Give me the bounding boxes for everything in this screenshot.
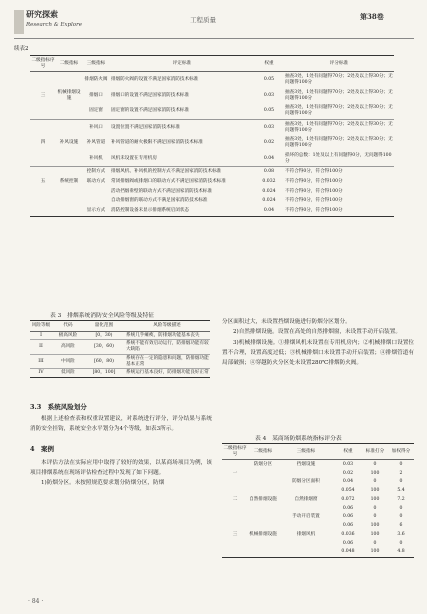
table-cell: 0.04 <box>263 155 275 161</box>
table-row <box>30 72 394 88</box>
table-cell <box>30 72 56 88</box>
col-header: 评定标准 <box>110 56 254 72</box>
journal-title: 研究探索 <box>26 9 58 19</box>
table-cell: 机械排烟设施 <box>249 531 277 537</box>
paragraph: 1)防烟分区。未按照规范要求划分防烟分区，防烟 <box>41 480 165 487</box>
table-cell: 抽查3处，1处有问题得70分；2处及以上得30分；无问题得100分 <box>285 137 393 149</box>
table-cell: 排烟防火阀 <box>84 77 108 83</box>
table-cell <box>278 469 334 478</box>
table-cell: 0.06 <box>342 540 354 546</box>
table-row <box>30 354 210 368</box>
table-cell: 0.06 <box>342 523 354 529</box>
table-cell: 0.05 <box>263 108 275 114</box>
table-cell: 一 <box>232 470 238 476</box>
table-row <box>30 167 394 177</box>
table-cell <box>82 196 110 206</box>
journal-subtitle: Research & Explore <box>26 22 82 28</box>
table-cell: 排烟口 <box>89 92 103 98</box>
col-header: 权重 <box>254 56 284 72</box>
table-cell: [30，60) <box>84 340 124 354</box>
table-cell: 抽查3处，1处有问题得70分；2处及以上得30分；无问题得100分 <box>285 105 393 117</box>
table-row <box>222 530 414 539</box>
table-cell: 0.048 <box>334 548 362 557</box>
table-cell: 中风险 <box>52 354 84 368</box>
table-cell: 不符合得0分，符合得100分 <box>285 188 343 194</box>
paragraph: 本评估方法在实际应用中取得了较好的效果，以某商场项目为例，该项目排烟系统在现场评估检查过程中发现了如下问题。 <box>30 459 212 477</box>
table-cell: 0.03 <box>342 461 354 467</box>
table-cell: 机械排烟设施 <box>57 89 81 101</box>
table-cell: 排烟风机、补风机的控制方式不满足国家消防技术标准 <box>110 167 254 177</box>
table-row <box>30 340 210 354</box>
table-cell: 4.8 <box>388 548 414 557</box>
table-row <box>222 513 414 522</box>
table-cell <box>56 196 82 206</box>
table-cell: 挡烟设施 <box>296 461 316 467</box>
table-cell: 系统不能有效启动运行，防排烟功能有较大缺陷 <box>124 340 210 354</box>
col-header: 风险等级 <box>30 321 52 332</box>
table-cell <box>56 72 82 88</box>
table-cell <box>56 206 82 216</box>
table-cell: 0 <box>373 461 377 467</box>
table-cell: 0.08 <box>254 167 284 177</box>
table-cell: 0.05 <box>263 77 275 83</box>
table-row <box>222 487 414 496</box>
table-cell <box>248 487 278 496</box>
table-cell: 0.024 <box>262 198 276 204</box>
table-cell: 固定窗的设置不满足国家消防技术标准 <box>111 108 190 114</box>
table-row <box>222 469 414 478</box>
table-row <box>30 206 394 216</box>
case-score-table <box>222 443 414 558</box>
table-cell <box>222 460 248 469</box>
table-row <box>222 460 414 469</box>
table-cell <box>248 522 278 531</box>
table-row <box>30 151 394 167</box>
table-cell <box>56 187 82 197</box>
table-cell: 联动方式 <box>86 179 106 185</box>
table-cell <box>248 513 278 522</box>
table-cell: 抽查3处，1处有问题得70分；2处及以上得30分；无问题得100分 <box>285 74 393 86</box>
journal-logo-mark <box>14 10 24 34</box>
table-cell <box>30 196 56 206</box>
left-column <box>30 402 212 489</box>
table3-caption: 表 3 排烟系统消防安全风险等级及特征 <box>50 313 155 319</box>
table-cell: III <box>30 354 52 368</box>
header-rule <box>14 38 414 39</box>
table-cell: 排烟风机 <box>296 531 316 537</box>
evaluation-table <box>30 55 394 217</box>
table-cell: 0.072 <box>341 496 355 502</box>
table-cell: 0.03 <box>254 119 284 135</box>
table-cell <box>248 539 278 548</box>
table-cell: 控制方式 <box>82 167 110 177</box>
table-cell: IV <box>30 369 52 378</box>
table-cell <box>248 504 278 513</box>
table-cell <box>30 151 56 167</box>
table-cell: 0.024 <box>262 188 276 194</box>
table-cell <box>30 119 56 135</box>
table-cell: 自然排烟窗 <box>294 496 318 502</box>
table-cell <box>56 151 82 167</box>
table-cell: 风机未设置在专用机房 <box>111 155 157 161</box>
table-continued-label: 续表2 <box>14 46 29 52</box>
col-header: 风险等级描述 <box>124 321 210 332</box>
table-cell: 不符合得0分，符合得100分 <box>284 206 394 216</box>
table-cell: 活动挡烟垂壁的联动方式不满足国家消防技术标准 <box>111 188 213 194</box>
page-number: · 84 · <box>28 598 44 605</box>
table-cell: [60，80) <box>84 354 124 368</box>
table-cell: 2 <box>399 470 403 476</box>
table-cell: 0.036 <box>341 531 355 537</box>
col-header: 量化范围 <box>84 321 124 332</box>
section-heading: 3.3 系统风险划分 <box>30 403 87 411</box>
paragraph: 3)机械排烟设施。①排烟风机未设置在专用机房内；②机械排烟口设置位置不合理，设置高度过低；③机械排烟口未设置手动开启装置；④排烟管道有局部破损；④穿越防火分区处未设置280℃排烟防火阀。 <box>222 339 414 367</box>
table-row <box>222 504 414 513</box>
table-cell: 100 <box>370 470 380 476</box>
table-cell: 系统存在一定的隐患和问题，防排烟功能基本正常 <box>124 354 210 368</box>
paragraph: 根据上述检查表和权重设置建议，对系统进行评分，评分结果与系统消防安全挂钩，系统安全水平划分为4个等级，如表3所示。 <box>30 416 212 433</box>
table-cell: 100 <box>370 531 380 537</box>
table-cell: 排烟防火阀的设置不满足国家消防技术标准 <box>111 77 199 83</box>
table-cell: 0 <box>373 514 377 520</box>
col-header: 代码 <box>52 321 84 332</box>
table-cell <box>222 513 248 522</box>
table-cell: 三 <box>232 531 238 537</box>
table-cell: 100 <box>370 523 380 529</box>
table-cell: 损坏的总数：1处及以上有问题得0分，无问题得100分 <box>285 152 392 164</box>
table-cell: 0.06 <box>342 505 354 511</box>
table-cell: 0.032 <box>262 179 276 185</box>
table-cell: 0 <box>399 505 403 511</box>
table-cell: 0 <box>373 540 377 546</box>
table-row <box>30 119 394 135</box>
col-header: 二级指标序号 <box>222 444 248 460</box>
table-cell: 自动排烟窗的联动方式不满足国家消防技术标准 <box>111 198 208 204</box>
table-cell <box>278 487 334 496</box>
table-cell: 0 <box>399 540 403 546</box>
table-cell: 5.4 <box>397 488 405 494</box>
table-cell <box>30 103 56 119</box>
table-cell: 防烟分区 <box>253 461 273 467</box>
table-cell <box>248 469 278 478</box>
table-row <box>222 478 414 487</box>
table-cell: 补风口 <box>82 119 110 135</box>
table-row <box>30 103 394 119</box>
table-cell: 100 <box>370 488 380 494</box>
table-cell: 0 <box>399 479 403 485</box>
table-row <box>30 369 210 378</box>
col-header: 三级指标 <box>82 56 110 72</box>
table-cell: [0，30) <box>84 331 124 340</box>
table-cell <box>56 103 82 119</box>
table-cell: 三 <box>40 92 46 98</box>
table-cell <box>56 167 82 177</box>
table-cell: 设置位置不满足国家消防技术标准 <box>110 119 254 135</box>
table-cell: 6 <box>399 523 403 529</box>
col-header: 加权得分 <box>388 444 414 460</box>
table-cell: 补风设施 <box>59 140 79 146</box>
table-cell: 0.054 <box>341 488 355 494</box>
table-cell: 二 <box>232 496 238 502</box>
risk-level-table <box>30 320 210 378</box>
table-row <box>222 539 414 548</box>
table-cell <box>56 119 82 135</box>
table-cell <box>278 548 334 557</box>
volume-label: 第38卷 <box>360 12 384 21</box>
table-row <box>30 331 210 340</box>
paragraph: 分区面积过大，未设置挡烟设施进行防烟分区划分。 <box>222 319 351 325</box>
table-cell: 极高风险 <box>52 331 84 340</box>
table-row <box>30 187 394 197</box>
table-cell: 100 <box>370 496 380 502</box>
table-cell <box>30 187 56 197</box>
table-cell: [80，100] <box>84 369 124 378</box>
table-cell: 0.06 <box>342 514 354 520</box>
table-cell: 0.02 <box>263 140 275 146</box>
table-header-row <box>222 444 414 460</box>
table-cell: 0 <box>373 479 377 485</box>
table-cell <box>222 487 248 496</box>
table-cell: 补风管道的耐火极限不满足国家消防技术标准 <box>111 140 203 146</box>
table-cell: 0 <box>373 505 377 511</box>
col-header: 三级指标 <box>278 444 334 460</box>
table-row <box>30 88 394 103</box>
table-cell: 0.04 <box>254 206 284 216</box>
table4-caption: 表 4 某商场防烟系统指标评分表 <box>255 436 342 442</box>
section-heading: 4 案例 <box>30 444 55 453</box>
table-cell: 显示方式 <box>82 206 110 216</box>
table-cell: 0 <box>399 514 403 520</box>
table-cell <box>222 548 248 557</box>
table-cell <box>278 539 334 548</box>
table-cell <box>30 167 56 177</box>
paragraph: 2)自然排烟设施。设置在高处的自然排烟窗，未设置手动开启装置。 <box>233 329 401 336</box>
table-cell: 补风管道 <box>86 140 106 146</box>
table-cell <box>222 522 248 531</box>
table-cell: 系统几乎瘫痪，防排烟功能基本丧失 <box>124 331 210 340</box>
table-row <box>30 135 394 150</box>
col-header: 二级指标 <box>248 444 278 460</box>
table-cell: 3.6 <box>397 531 405 537</box>
table-cell: I <box>30 331 52 340</box>
table-cell: 高风险 <box>52 340 84 354</box>
table-cell <box>278 504 334 513</box>
table-row <box>30 196 394 206</box>
table-cell: 手动开启装置 <box>292 514 320 520</box>
table-cell: 自然排烟设施 <box>249 496 277 502</box>
table-cell: 不符合得0分，符合得100分 <box>284 167 394 177</box>
section-name: 工程质量 <box>190 16 216 24</box>
table-cell <box>222 478 248 487</box>
col-header: 评分标准 <box>284 56 394 72</box>
table-cell: 四 <box>40 140 46 146</box>
table-cell <box>222 539 248 548</box>
table-cell: 0.04 <box>342 479 354 485</box>
table-cell: 不符合得0分，符合得100分 <box>285 179 343 185</box>
table-cell: 0.03 <box>263 92 275 98</box>
col-header: 二级指标 <box>56 56 82 72</box>
table-header-row <box>30 321 210 332</box>
right-column <box>222 317 414 369</box>
table-header-row <box>30 56 394 72</box>
table-cell: 系统控制 <box>59 179 79 185</box>
table-cell <box>248 478 278 487</box>
table-cell: 抽查3处，1处有问题得70分；2处及以上得30分；无问题得100分 <box>284 119 394 135</box>
col-header: 权重 <box>334 444 362 460</box>
table-row <box>222 548 414 557</box>
table-row <box>222 522 414 531</box>
table-cell: 100 <box>362 548 388 557</box>
table-cell: 防烟分区面积 <box>292 479 320 485</box>
table-cell <box>222 504 248 513</box>
table-row <box>30 177 394 187</box>
table-cell: 固定窗 <box>89 108 103 114</box>
table-cell: 低风险 <box>52 369 84 378</box>
table-cell: 五 <box>40 179 46 185</box>
table-cell: 不符合得0分，符合得100分 <box>285 198 343 204</box>
col-header: 二级指标序号 <box>30 56 56 72</box>
table-cell <box>248 548 278 557</box>
col-header: 标准打分 <box>362 444 388 460</box>
table-row <box>222 495 414 504</box>
table-cell: 抽查3处，1处有问题得70分；2处及以上得30分；无问题得100分 <box>285 89 393 101</box>
table-cell: 0.02 <box>342 470 354 476</box>
table-cell: 排烟口的设置不满足国家消防技术标准 <box>111 92 190 98</box>
table-cell: II <box>30 340 52 354</box>
table-cell <box>30 206 56 216</box>
table-cell: 0 <box>399 461 403 467</box>
table-cell: 系统运行基本良好，防排烟功能良好正常 <box>124 369 210 378</box>
table-cell <box>82 187 110 197</box>
table-cell: 消防控制设备未显示排烟系统启闭状态 <box>110 206 254 216</box>
table-cell <box>278 522 334 531</box>
table-cell: 7.2 <box>397 496 405 502</box>
table-cell: 补风机 <box>89 155 103 161</box>
table-cell: 常闭排烟阀或排烟口的联动方式不满足国家消防技术标准 <box>111 179 226 185</box>
